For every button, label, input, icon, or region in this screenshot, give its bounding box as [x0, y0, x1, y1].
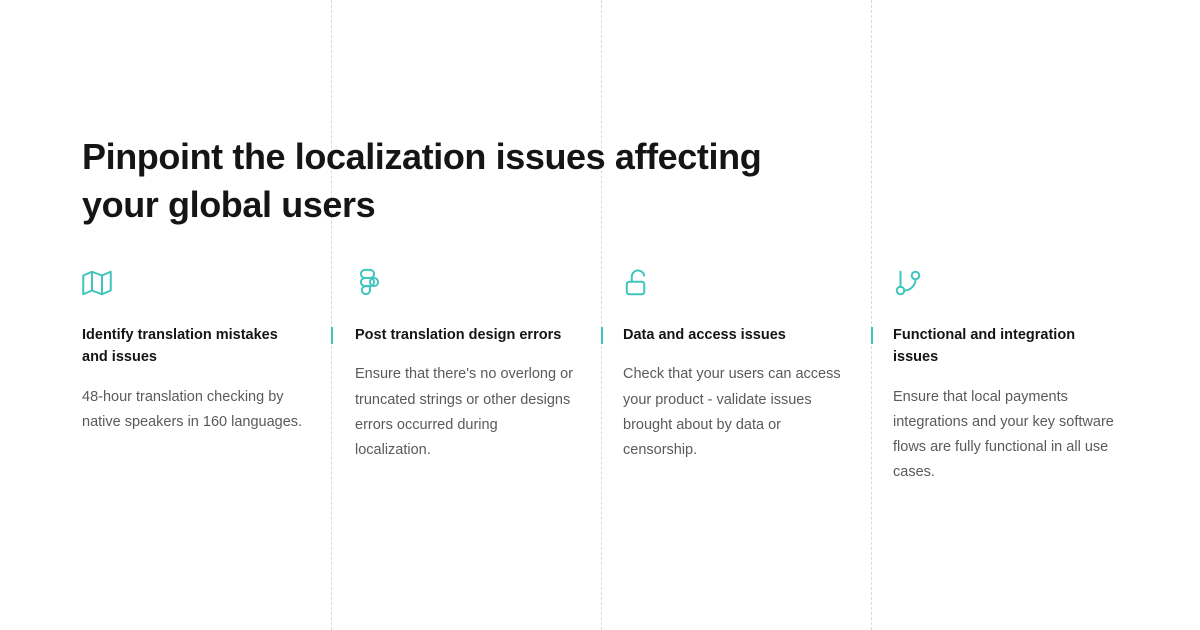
feature-body: Check that your users can access your product - validate issues brought about by data or censorship.	[623, 366, 841, 458]
figma-icon	[355, 268, 575, 298]
feature-column-2	[331, 268, 601, 485]
feature-body: Ensure that local payments integrations and your key software flows are fully functional in all use cases.	[893, 388, 1114, 481]
unlock-icon	[623, 268, 845, 298]
feature-title: Identify translation mistakes and issues	[82, 327, 278, 366]
feature-column-1	[0, 268, 331, 485]
feature-title: Post translation design errors	[355, 324, 575, 346]
git-branch-icon	[893, 268, 1115, 298]
feature-body: Ensure that there's no overlong or truncated strings or other designs errors occurred during localization.	[355, 366, 573, 458]
feature-columns	[0, 268, 1200, 485]
feature-title: Functional and integration issues	[893, 324, 1115, 369]
feature-title: Data and access issues	[623, 324, 845, 346]
feature-column-4	[871, 268, 1141, 485]
map-icon	[82, 268, 305, 298]
feature-body: 48-hour translation checking by native speakers in 160 languages.	[82, 388, 303, 431]
page-title: Pinpoint the localization issues affecting your global users	[82, 136, 762, 225]
feature-column-3	[601, 268, 871, 485]
